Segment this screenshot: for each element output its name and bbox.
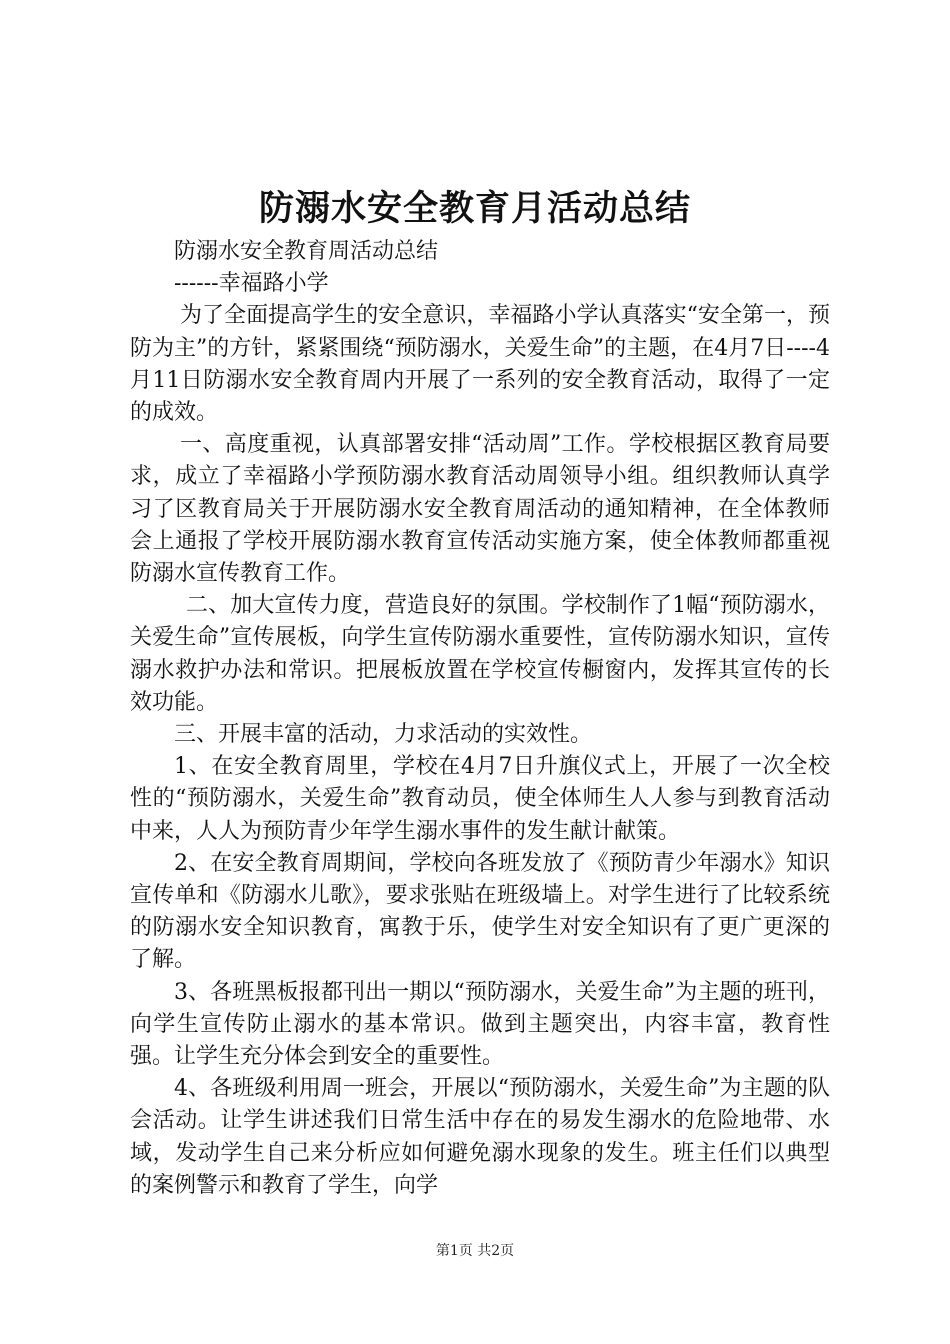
paragraph-intro: 为了全面提高学生的安全意识，幸福路小学认真落实“安全第一，预防为主”的方针，紧紧围绕“预防溺水，关爱生命”的主题，在4月7日----4月11日防溺水安全教育周内开展了一系列的安全教育活动，取得了一定的成效。 xyxy=(130,303,830,426)
paragraph-item-2: 2、在安全教育周期间，学校向各班发放了《预防青少年溺水》知识宣传单和《防溺水儿歌》，要求张贴在班级墙上。对学生进行了比较系统的防溺水安全知识教育，寓教于乐，使学生对安全知识有了更广更深的了解。 xyxy=(130,850,830,973)
paragraph-item-3: 3、各班黑板报都刊出一期以“预防溺水，关爱生命”为主题的班刊，向学生宣传防止溺水的基本常识。做到主题突出，内容丰富，教育性强。让学生充分体会到安全的重要性。 xyxy=(130,979,830,1070)
document-subtitle: 防溺水安全教育周活动总结 xyxy=(174,239,439,264)
paragraph-section-3: 三、开展丰富的活动，力求活动的实效性。 xyxy=(174,722,593,748)
document-title: 防溺水安全教育月活动总结 xyxy=(258,188,691,229)
paragraph-section-2: 二、加大宣传力度，营造良好的氛围。学校制作了1幅“预防溺水，关爱生命”宣传展板，向学生宣传防溺水重要性，宣传防溺水知识，宣传溺水救护办法和常识。把展板放置在学校宣传橱窗内，发挥其宣传的长效功能。 xyxy=(130,593,830,715)
page-number-footer: 第1页 共2页 xyxy=(435,1243,515,1259)
document-body xyxy=(130,236,830,1202)
paragraph-item-4: 4、各班级利用周一班会，开展以“预防溺水，关爱生命”为主题的队会活动。让学生讲述我们日常生活中存在的易发生溺水的危险地带、水域，发动学生自己来分析应如何避免溺水现象的发生。班主任们以典型的案例警示和教育了学生，向学 xyxy=(130,1076,830,1198)
document-author: ------幸福路小学 xyxy=(174,271,329,297)
paragraph-section-1: 一、高度重视，认真部署安排“活动周”工作。学校根据区教育局要求，成立了幸福路小学预防溺水教育活动周领导小组。组织教师认真学习了区教育局关于开展防溺水安全教育周活动的通知精神，在全体教师会上通报了学校开展防溺水教育宣传活动实施方案，使全体教师都重视防溺水宣传教育工作。 xyxy=(130,432,830,587)
paragraph-item-1: 1、在安全教育周里，学校在4月7日升旗仪式上，开展了一次全校性的“预防溺水，关爱生命”教育动员，使全体师生人人参与到教育活动中来，人人为预防青少年学生溺水事件的发生献计献策。 xyxy=(130,754,830,844)
